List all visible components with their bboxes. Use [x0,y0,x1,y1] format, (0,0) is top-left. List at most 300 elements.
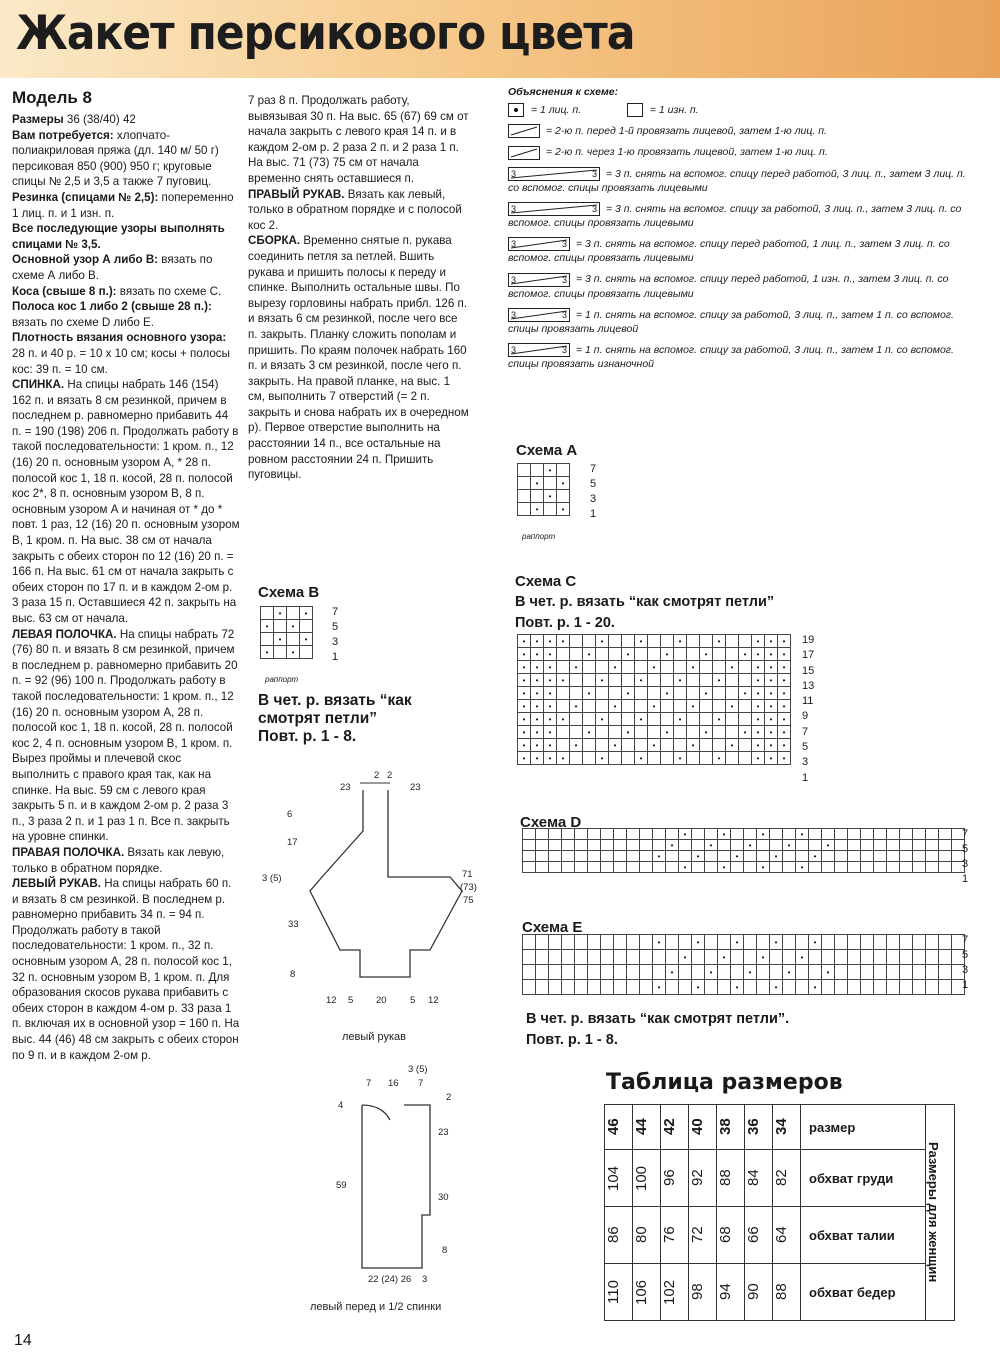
chart-cell [588,980,601,995]
chart-cell [796,965,809,980]
chart-cell [718,851,731,862]
front-dim: 8 [442,1245,448,1256]
chart-cell: • [765,648,778,661]
chart-cell [648,752,661,765]
sleeve-dim: 3 (5) [262,873,282,884]
chart-cell [939,829,952,840]
row-number: 3 [962,964,969,976]
chart-cell: • [544,700,557,713]
chart-cell [562,980,575,995]
chart-cell [874,950,887,965]
chart-cell [648,726,661,739]
chart-cell [700,674,713,687]
legend [508,86,978,378]
schema-c-row-numbers [802,633,814,786]
chart-cell [822,829,835,840]
chart-cell [575,935,588,950]
chart-cell [583,661,596,674]
chart-cell [562,840,575,851]
row-number: 1 [332,651,339,663]
chart-cell [900,965,913,980]
chart-cell [835,840,848,851]
size-cell: 34 [773,1118,790,1136]
chart-cell: • [718,862,731,873]
instructions-column-2 [248,93,470,483]
chart-cell [913,950,926,965]
chart-cell: • [544,687,557,700]
chart-cell: • [752,726,765,739]
chart-cell [518,464,531,477]
chart-cell [596,648,609,661]
legend-item: 3 3 = 3 п. снять на вспомог. спицу перед работой, 3 лиц. п., затем 3 лиц. п. со вспомог. спицы провязать лицевыми [508,167,966,194]
chart-cell: • [648,661,661,674]
instruction-paragraph: Все последующие узоры выполнять спицами № 3,5. [12,222,225,251]
chart-cell [687,674,700,687]
chart-cell: • [765,713,778,726]
chart-cell [674,726,687,739]
schema-a-row-numbers [590,462,596,522]
chart-cell [640,840,653,851]
chart-cell [739,635,752,648]
chart-cell: • [274,633,287,646]
chart-cell [757,935,770,950]
chart-cell [900,851,913,862]
row-number: 7 [590,463,597,475]
chart-cell [588,829,601,840]
sleeve-dim: 5 [348,995,354,1006]
schema-b-note: В чет. р. вязать “как смотрят петли” Повт. р. 1 - 8. [258,692,412,745]
chart-cell: • [531,674,544,687]
chart-cell [822,935,835,950]
instruction-paragraph: Вам потребуется: хлопчато-полиакриловая пряжа (дл. 140 м/ 50 г) персиковая 850 (900) 950 г; круговые спицы № 2,5 и 3,5 а также 7 пуговиц. [12,128,219,189]
sleeve-dim: 6 [287,809,293,820]
chart-cell [570,713,583,726]
chart-cell: • [557,635,570,648]
chart-cell [926,965,939,980]
chart-cell [692,840,705,851]
chart-cell [887,829,900,840]
front-dim: 23 [438,1127,449,1138]
chart-cell: • [661,726,674,739]
chart-cell [705,829,718,840]
chart-cell [640,862,653,873]
sleeve-dim: (73) [460,882,477,893]
chart-cell: • [300,633,313,646]
chart-cell [557,700,570,713]
chart-cell [796,851,809,862]
row-number: 1 [802,771,809,784]
chart-cell: • [679,950,692,965]
chart-cell: • [557,503,570,516]
chart-cell: • [765,661,778,674]
schema-d-grid [522,828,965,873]
row-number: 17 [802,649,815,662]
chart-cell: • [596,713,609,726]
chart-cell [783,980,796,995]
schema-e-repeat: Повт. р. 1 - 8. [526,1032,618,1048]
chart-cell: • [783,965,796,980]
schema-c-grid [517,634,791,765]
chart-cell: • [531,687,544,700]
chart-cell [596,726,609,739]
chart-cell [661,635,674,648]
chart-cell [544,477,557,490]
size-row-label: размер [801,1105,926,1150]
chart-cell [861,980,874,995]
chart-cell [622,674,635,687]
sleeve-dim: 12 [428,995,439,1006]
chart-cell [588,840,601,851]
chart-cell [549,862,562,873]
front-dim: 3 [422,1274,428,1285]
chart-cell [705,935,718,950]
chart-cell: • [635,752,648,765]
chart-cell [640,950,653,965]
chart-cell: • [583,726,596,739]
front-caption: левый перед и 1/2 спинки [310,1301,442,1313]
chart-cell [570,687,583,700]
chart-cell [666,950,679,965]
chart-cell [601,965,614,980]
chart-cell [614,851,627,862]
chart-cell [523,980,536,995]
chart-cell [700,752,713,765]
chart-cell [562,862,575,873]
front-dim: 7 [418,1078,424,1089]
chart-cell [739,700,752,713]
chart-cell [809,950,822,965]
chart-cell [601,862,614,873]
chart-cell [713,726,726,739]
front-dim: 4 [338,1100,344,1111]
chart-cell [809,862,822,873]
chart-cell: • [752,661,765,674]
chart-cell: • [544,661,557,674]
chart-cell: • [518,661,531,674]
chart-cell [674,648,687,661]
sleeve-dim: 17 [287,837,298,848]
size-table [604,1104,955,1321]
chart-cell [926,829,939,840]
chart-cell [609,635,622,648]
chart-cell [549,950,562,965]
chart-cell: • [757,829,770,840]
chart-cell [848,965,861,980]
chart-cell [562,950,575,965]
chart-cell [679,840,692,851]
chart-cell [570,752,583,765]
instruction-paragraph: ЛЕВАЯ ПОЛОЧКА. На спицы набрать 72 (76) 80 п. и вязать 8 см резинкой, причем в последнем р. равномерно прибавить 20 п. = 92 (96) 100 п. Продолжать работу в такой последовательности: 1 кром. п., 12 (16) 20 п. основным узором А, 28 п. полосой кос 1, 18 п. косой, 28 п. полосой кос 2, 4 п. основным узором В, 1 кром. п. Вырез проймы и плечевой скос выполнить с правого края так, как на спинке. На выс. 59 см с левого края закрыть 5 п. и в каждом 2-ом р. 2 раза 3 п., 3 раза 2 п. и 1 раз 1 п. Все п. закрыть на уровне спинки. [12,627,238,844]
chart-cell: • [635,635,648,648]
chart-cell [562,965,575,980]
size-cell: 72 [689,1226,706,1244]
chart-cell [939,862,952,873]
chart-cell [874,980,887,995]
chart-cell [822,862,835,873]
chart-cell [692,950,705,965]
chart-cell: • [666,840,679,851]
size-cell: 110 [605,1280,622,1304]
chart-cell [588,862,601,873]
row-number: 1 [962,873,969,885]
chart-cell [635,648,648,661]
chart-cell [640,965,653,980]
chart-cell [653,862,666,873]
chart-cell: • [765,752,778,765]
chart-cell [835,829,848,840]
chart-cell [575,840,588,851]
row-number: 3 [332,636,339,648]
sleeve-dim: 33 [288,919,299,930]
chart-cell [557,464,570,477]
instruction-paragraph: Коса (свыше 8 п.): вязать по схеме С. [12,284,222,298]
chart-cell: • [692,851,705,862]
chart-cell [536,840,549,851]
chart-cell [726,674,739,687]
chart-cell: • [531,726,544,739]
chart-cell: • [570,661,583,674]
chart-cell [679,980,692,995]
row-number: 11 [802,695,814,708]
chart-cell: • [778,661,791,674]
chart-cell [666,935,679,950]
chart-cell [640,980,653,995]
chart-cell: • [765,739,778,752]
size-cell: 94 [717,1283,734,1301]
schema-d-title: Схема D [520,814,582,831]
chart-cell [609,726,622,739]
chart-cell [661,674,674,687]
chart-cell [861,840,874,851]
chart-cell [557,687,570,700]
chart-cell: • [648,700,661,713]
chart-cell [274,620,287,633]
chart-cell [583,713,596,726]
chart-cell: • [752,648,765,661]
chart-cell: • [653,980,666,995]
chart-cell [536,829,549,840]
sleeve-dim: 2 [387,770,393,781]
size-cell: 92 [689,1169,706,1187]
size-cell: 36 [745,1118,762,1136]
size-cell: 42 [661,1118,678,1136]
row-number: 5 [802,741,809,754]
chart-cell [596,661,609,674]
chart-cell [648,687,661,700]
chart-cell [700,700,713,713]
chart-cell: • [635,713,648,726]
chart-cell [900,829,913,840]
chart-cell [583,752,596,765]
chart-cell [861,935,874,950]
chart-cell [570,674,583,687]
chart-cell [687,713,700,726]
row-number: 5 [962,843,969,855]
chart-cell [622,713,635,726]
chart-cell [648,713,661,726]
chart-cell [622,700,635,713]
chart-cell: • [778,687,791,700]
chart-cell [557,739,570,752]
cable-symbol-icon: 3 3 [508,167,600,181]
chart-cell: • [783,840,796,851]
chart-cell [913,965,926,980]
chart-cell: • [700,687,713,700]
chart-cell [640,829,653,840]
cable-symbol-icon [508,124,540,138]
chart-cell: • [653,935,666,950]
chart-cell [666,980,679,995]
chart-cell: • [635,674,648,687]
chart-cell: • [687,739,700,752]
sleeve-dim: 23 [340,782,351,793]
cable-symbol-icon [508,146,540,160]
chart-cell: • [744,840,757,851]
chart-cell: • [778,739,791,752]
size-table-title: Таблица размеров [606,1070,843,1095]
chart-cell [648,635,661,648]
chart-cell: • [752,635,765,648]
size-cell: 66 [745,1226,762,1244]
chart-cell: • [752,687,765,700]
chart-cell [666,851,679,862]
chart-cell [848,840,861,851]
chart-cell [261,607,274,620]
front-dim: 3 (5) [408,1064,428,1075]
chart-cell: • [778,700,791,713]
chart-cell [887,935,900,950]
chart-cell [939,851,952,862]
size-cell: 102 [661,1279,678,1305]
chart-cell [757,851,770,862]
chart-cell [731,840,744,851]
front-dim: 22 (24) 26 [368,1274,412,1285]
chart-cell: • [739,648,752,661]
chart-cell [848,862,861,873]
chart-cell [848,980,861,995]
chart-cell [744,950,757,965]
front-diagram [300,1060,500,1315]
chart-cell [570,648,583,661]
chart-cell [705,851,718,862]
chart-cell: • [596,635,609,648]
chart-cell [523,950,536,965]
chart-cell [744,851,757,862]
row-number: 7 [962,828,969,840]
chart-cell [744,829,757,840]
chart-cell [536,851,549,862]
chart-cell [861,965,874,980]
row-number: 5 [332,621,339,633]
chart-cell: • [757,862,770,873]
chart-cell: • [518,674,531,687]
chart-cell [666,862,679,873]
chart-cell [523,840,536,851]
chart-cell [609,648,622,661]
chart-cell: • [518,726,531,739]
legend-row-knit: = 1 лиц. п. = 1 изн. п. [508,103,978,117]
chart-cell [809,965,822,980]
cable-symbol-icon: 3 3 [508,308,570,322]
size-cell: 82 [773,1169,790,1187]
chart-cell [926,840,939,851]
chart-cell [861,862,874,873]
chart-cell [627,840,640,851]
schema-a-title: Схема А [516,442,578,459]
legend-item: 3 3 = 3 п. снять на вспомог. спицу за работой, 3 лиц. п., затем 3 лиц. п. со вспомог. спицы провязать лицевыми [508,202,962,230]
sleeve-dim: 12 [326,995,337,1006]
chart-cell [661,661,674,674]
chart-cell [913,980,926,995]
chart-cell: • [274,607,287,620]
chart-cell [653,840,666,851]
chart-cell [822,980,835,995]
chart-cell [536,965,549,980]
chart-cell: • [544,726,557,739]
chart-cell [596,700,609,713]
chart-cell [523,935,536,950]
chart-cell [601,935,614,950]
chart-cell [601,980,614,995]
chart-cell [588,950,601,965]
chart-cell: • [261,646,274,659]
chart-cell [653,829,666,840]
row-number: 9 [802,710,809,723]
chart-cell [887,950,900,965]
model-title: Модель 8 [12,88,92,107]
chart-cell: • [770,980,783,995]
chart-cell [674,700,687,713]
chart-cell [770,965,783,980]
chart-cell [679,851,692,862]
page-number: 14 [14,1332,32,1349]
size-cell: 100 [633,1165,650,1191]
chart-cell [731,829,744,840]
chart-cell [874,851,887,862]
chart-cell [635,661,648,674]
chart-cell: • [705,840,718,851]
chart-cell [549,965,562,980]
chart-cell [783,851,796,862]
chart-cell [726,726,739,739]
chart-cell: • [822,965,835,980]
chart-cell [692,862,705,873]
chart-cell: • [718,829,731,840]
chart-cell: • [518,713,531,726]
chart-cell [640,935,653,950]
chart-cell: • [557,752,570,765]
chart-cell [796,980,809,995]
chart-cell [287,607,300,620]
chart-cell: • [674,635,687,648]
page-title: Жакет персикового цвета [16,6,635,61]
chart-cell: • [518,700,531,713]
chart-cell [557,661,570,674]
schema-c-title: Схема С [515,573,577,590]
chart-cell [614,935,627,950]
chart-cell [614,980,627,995]
chart-cell [601,851,614,862]
schema-c-repeat: Повт. р. 1 - 20. [515,615,615,631]
chart-cell [575,829,588,840]
chart-cell [523,862,536,873]
chart-cell: • [726,661,739,674]
knit-symbol-icon [508,103,524,117]
chart-cell [726,752,739,765]
chart-cell: • [531,648,544,661]
chart-cell [622,739,635,752]
chart-cell: • [531,503,544,516]
